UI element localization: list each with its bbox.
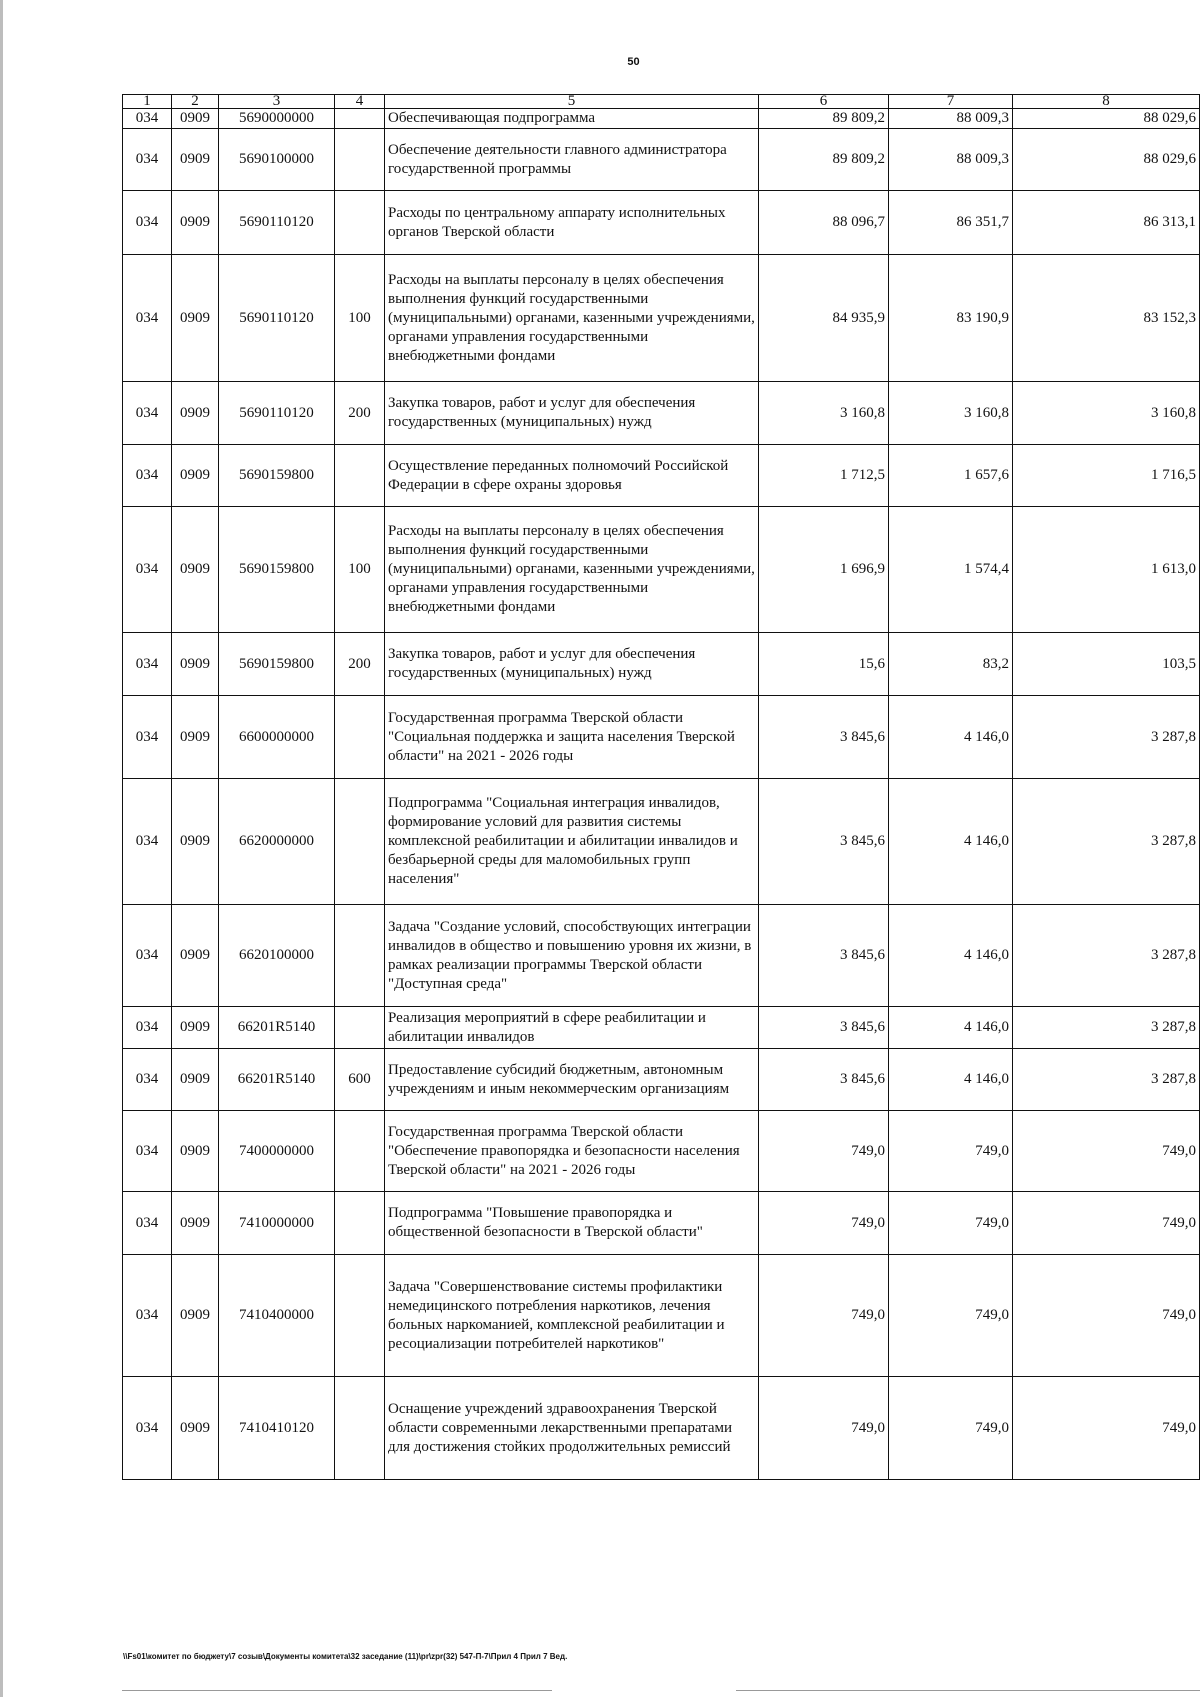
bottom-divider (736, 1690, 1200, 1691)
cell-section: 0909 (172, 633, 219, 696)
cell-description: Расходы на выплаты персоналу в целях обеспечения выполнения функций государственными (муниципальными) органами, казенными учреждениями, органами управления государственными внебюджетными фондами (385, 507, 759, 633)
table-row (123, 1192, 1200, 1255)
cell-target-article: 6600000000 (219, 696, 335, 779)
cell-description: Подпрограмма "Повышение правопорядка и общественной безопасности в Тверской области" (385, 1192, 759, 1255)
cell-description: Задача "Совершенствование системы профилактики немедицинского потребления наркотиков, лечения больных наркоманией, комплексной реабилитации и ресоциализации потребителей наркотиков" (385, 1255, 759, 1377)
table-header-row (123, 95, 1200, 109)
cell-description: Подпрограмма "Социальная интеграция инвалидов, формирование условий для развития системы комплексной реабилитации и абилитации инвалидов и безбарьерной среды для маломобильных групп населения" (385, 779, 759, 905)
cell-amount-2024: 3 845,6 (759, 696, 889, 779)
column-header: 8 (1013, 95, 1200, 109)
cell-amount-2026: 749,0 (1013, 1111, 1200, 1192)
cell-amount-2025: 3 160,8 (889, 382, 1013, 445)
cell-section: 0909 (172, 1377, 219, 1480)
cell-amount-2026: 3 160,8 (1013, 382, 1200, 445)
column-header: 2 (172, 95, 219, 109)
cell-section: 0909 (172, 1255, 219, 1377)
cell-section: 0909 (172, 109, 219, 129)
cell-section: 0909 (172, 696, 219, 779)
cell-amount-2024: 3 845,6 (759, 905, 889, 1007)
cell-amount-2024: 749,0 (759, 1111, 889, 1192)
cell-target-article: 5690159800 (219, 633, 335, 696)
cell-amount-2025: 749,0 (889, 1111, 1013, 1192)
cell-amount-2024: 1 696,9 (759, 507, 889, 633)
cell-code-1: 034 (123, 1255, 172, 1377)
cell-description: Обеспечение деятельности главного администратора государственной программы (385, 129, 759, 191)
cell-target-article: 5690000000 (219, 109, 335, 129)
cell-code-1: 034 (123, 445, 172, 507)
cell-section: 0909 (172, 905, 219, 1007)
file-path-footer: \\Fs01\комитет по бюджету\7 созыв\Документы комитета\32 заседание (11)\pr\zpr(32) 547-П-7\Прил 4 Прил 7 Вед. (123, 1652, 568, 1661)
cell-amount-2025: 4 146,0 (889, 1049, 1013, 1111)
bottom-divider (122, 1690, 552, 1691)
cell-amount-2024: 84 935,9 (759, 255, 889, 382)
cell-amount-2026: 3 287,8 (1013, 696, 1200, 779)
cell-code-1: 034 (123, 779, 172, 905)
table-row (123, 191, 1200, 255)
cell-amount-2024: 89 809,2 (759, 109, 889, 129)
cell-amount-2025: 86 351,7 (889, 191, 1013, 255)
cell-target-article: 5690110120 (219, 382, 335, 445)
column-header: 6 (759, 95, 889, 109)
cell-code-1: 034 (123, 507, 172, 633)
cell-amount-2026: 86 313,1 (1013, 191, 1200, 255)
cell-amount-2025: 88 009,3 (889, 109, 1013, 129)
table-row (123, 905, 1200, 1007)
budget-table (122, 94, 1200, 1480)
cell-section: 0909 (172, 507, 219, 633)
cell-amount-2024: 1 712,5 (759, 445, 889, 507)
cell-description: Оснащение учреждений здравоохранения Тверской области современными лекарственными препаратами для достижения стойких продолжительных ремиссий (385, 1377, 759, 1480)
cell-amount-2025: 83,2 (889, 633, 1013, 696)
cell-description: Государственная программа Тверской области "Обеспечение правопорядка и безопасности населения Тверской области" на 2021 - 2026 годы (385, 1111, 759, 1192)
cell-amount-2026: 83 152,3 (1013, 255, 1200, 382)
table-row (123, 1377, 1200, 1480)
cell-section: 0909 (172, 255, 219, 382)
cell-amount-2025: 749,0 (889, 1255, 1013, 1377)
cell-code-1: 034 (123, 1007, 172, 1049)
cell-expense-type: 200 (335, 382, 385, 445)
cell-amount-2025: 4 146,0 (889, 905, 1013, 1007)
cell-target-article: 66201R5140 (219, 1007, 335, 1049)
cell-section: 0909 (172, 1111, 219, 1192)
cell-code-1: 034 (123, 1192, 172, 1255)
cell-target-article: 5690159800 (219, 445, 335, 507)
cell-description: Закупка товаров, работ и услуг для обеспечения государственных (муниципальных) нужд (385, 382, 759, 445)
cell-target-article: 6620100000 (219, 905, 335, 1007)
column-header: 5 (385, 95, 759, 109)
table-row (123, 507, 1200, 633)
cell-amount-2026: 749,0 (1013, 1377, 1200, 1480)
cell-code-1: 034 (123, 109, 172, 129)
cell-amount-2025: 88 009,3 (889, 129, 1013, 191)
cell-amount-2025: 83 190,9 (889, 255, 1013, 382)
cell-expense-type (335, 191, 385, 255)
cell-expense-type (335, 1377, 385, 1480)
cell-section: 0909 (172, 1049, 219, 1111)
page-number: 50 (627, 56, 640, 68)
cell-section: 0909 (172, 1007, 219, 1049)
cell-section: 0909 (172, 1192, 219, 1255)
cell-amount-2024: 3 160,8 (759, 382, 889, 445)
table-row (123, 1255, 1200, 1377)
cell-amount-2026: 88 029,6 (1013, 109, 1200, 129)
cell-amount-2024: 3 845,6 (759, 1007, 889, 1049)
cell-target-article: 66201R5140 (219, 1049, 335, 1111)
cell-description: Государственная программа Тверской области "Социальная поддержка и защита населения Тверской области" на 2021 - 2026 годы (385, 696, 759, 779)
cell-amount-2026: 3 287,8 (1013, 1007, 1200, 1049)
cell-amount-2026: 3 287,8 (1013, 779, 1200, 905)
cell-amount-2026: 1 716,5 (1013, 445, 1200, 507)
table-row (123, 633, 1200, 696)
cell-description: Обеспечивающая подпрограмма (385, 109, 759, 129)
cell-description: Предоставление субсидий бюджетным, автономным учреждениям и иным некоммерческим организациям (385, 1049, 759, 1111)
cell-target-article: 6620000000 (219, 779, 335, 905)
cell-expense-type: 600 (335, 1049, 385, 1111)
cell-amount-2024: 3 845,6 (759, 779, 889, 905)
cell-target-article: 7410000000 (219, 1192, 335, 1255)
table-row (123, 129, 1200, 191)
cell-section: 0909 (172, 445, 219, 507)
cell-expense-type (335, 445, 385, 507)
table-row (123, 382, 1200, 445)
column-header: 7 (889, 95, 1013, 109)
table-row (123, 1007, 1200, 1049)
cell-expense-type: 100 (335, 255, 385, 382)
cell-description: Осуществление переданных полномочий Российской Федерации в сфере охраны здоровья (385, 445, 759, 507)
cell-target-article: 5690110120 (219, 191, 335, 255)
cell-target-article: 7410400000 (219, 1255, 335, 1377)
cell-code-1: 034 (123, 382, 172, 445)
cell-amount-2026: 3 287,8 (1013, 905, 1200, 1007)
cell-code-1: 034 (123, 1377, 172, 1480)
cell-description: Расходы по центральному аппарату исполнительных органов Тверской области (385, 191, 759, 255)
cell-expense-type (335, 1192, 385, 1255)
cell-expense-type (335, 905, 385, 1007)
table-row (123, 445, 1200, 507)
cell-description: Расходы на выплаты персоналу в целях обеспечения выполнения функций государственными (муниципальными) органами, казенными учреждениями, органами управления государственными внебюджетными фондами (385, 255, 759, 382)
cell-amount-2024: 15,6 (759, 633, 889, 696)
cell-section: 0909 (172, 779, 219, 905)
cell-amount-2024: 749,0 (759, 1377, 889, 1480)
cell-amount-2025: 4 146,0 (889, 1007, 1013, 1049)
cell-code-1: 034 (123, 696, 172, 779)
cell-description: Реализация мероприятий в сфере реабилитации и абилитации инвалидов (385, 1007, 759, 1049)
cell-amount-2025: 4 146,0 (889, 696, 1013, 779)
cell-code-1: 034 (123, 633, 172, 696)
table-row (123, 779, 1200, 905)
cell-code-1: 034 (123, 1049, 172, 1111)
cell-amount-2026: 1 613,0 (1013, 507, 1200, 633)
cell-amount-2025: 1 657,6 (889, 445, 1013, 507)
cell-amount-2025: 749,0 (889, 1377, 1013, 1480)
cell-code-1: 034 (123, 255, 172, 382)
cell-description: Задача "Создание условий, способствующих интеграции инвалидов в общество и повышению уровня их жизни, в рамках реализации программы Тверской области "Доступная среда" (385, 905, 759, 1007)
table-row (123, 109, 1200, 129)
cell-section: 0909 (172, 191, 219, 255)
column-header: 3 (219, 95, 335, 109)
cell-amount-2024: 3 845,6 (759, 1049, 889, 1111)
column-header: 4 (335, 95, 385, 109)
table-row (123, 1049, 1200, 1111)
cell-section: 0909 (172, 382, 219, 445)
cell-amount-2026: 3 287,8 (1013, 1049, 1200, 1111)
cell-target-article: 5690159800 (219, 507, 335, 633)
cell-expense-type (335, 1255, 385, 1377)
cell-amount-2025: 4 146,0 (889, 779, 1013, 905)
cell-expense-type: 200 (335, 633, 385, 696)
cell-amount-2024: 749,0 (759, 1255, 889, 1377)
cell-target-article: 5690110120 (219, 255, 335, 382)
cell-target-article: 7400000000 (219, 1111, 335, 1192)
cell-amount-2026: 103,5 (1013, 633, 1200, 696)
cell-expense-type (335, 1007, 385, 1049)
cell-code-1: 034 (123, 129, 172, 191)
table-row (123, 255, 1200, 382)
cell-expense-type (335, 1111, 385, 1192)
cell-amount-2026: 88 029,6 (1013, 129, 1200, 191)
cell-expense-type (335, 129, 385, 191)
cell-amount-2026: 749,0 (1013, 1192, 1200, 1255)
table-row (123, 1111, 1200, 1192)
cell-code-1: 034 (123, 905, 172, 1007)
cell-amount-2024: 749,0 (759, 1192, 889, 1255)
cell-amount-2025: 1 574,4 (889, 507, 1013, 633)
cell-amount-2024: 89 809,2 (759, 129, 889, 191)
column-header: 1 (123, 95, 172, 109)
page-left-edge (0, 0, 3, 1697)
cell-amount-2026: 749,0 (1013, 1255, 1200, 1377)
cell-description: Закупка товаров, работ и услуг для обеспечения государственных (муниципальных) нужд (385, 633, 759, 696)
cell-section: 0909 (172, 129, 219, 191)
cell-code-1: 034 (123, 1111, 172, 1192)
cell-amount-2024: 88 096,7 (759, 191, 889, 255)
cell-expense-type: 100 (335, 507, 385, 633)
cell-amount-2025: 749,0 (889, 1192, 1013, 1255)
cell-target-article: 7410410120 (219, 1377, 335, 1480)
cell-expense-type (335, 109, 385, 129)
cell-expense-type (335, 779, 385, 905)
table-row (123, 696, 1200, 779)
cell-code-1: 034 (123, 191, 172, 255)
cell-target-article: 5690100000 (219, 129, 335, 191)
cell-expense-type (335, 696, 385, 779)
